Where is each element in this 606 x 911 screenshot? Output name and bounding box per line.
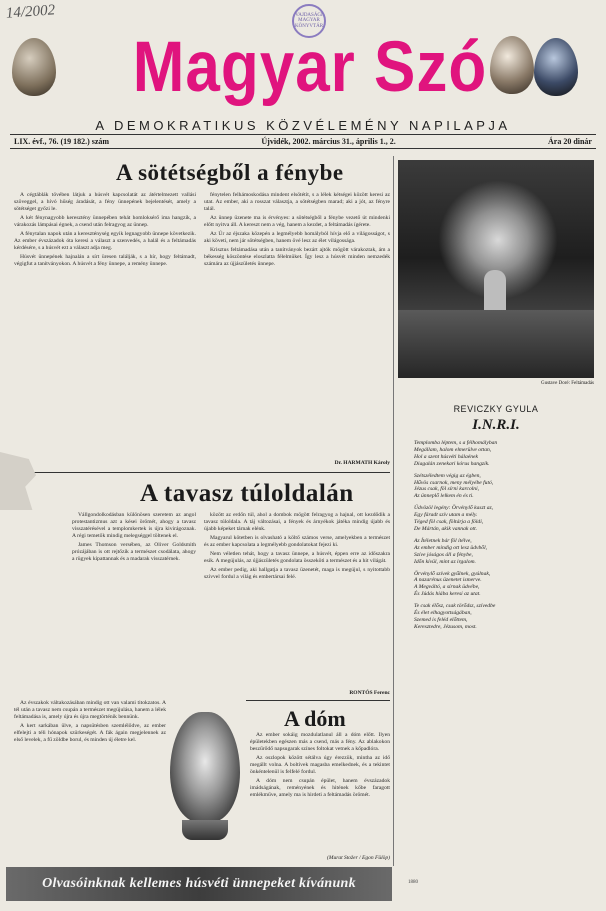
issue-info-bar bbox=[14, 137, 592, 146]
article-column bbox=[72, 512, 196, 698]
paragraph: A dóm nem csupán épület, hanem évszázadok imádságának, reményének és hitének kőbe faragott emlékműve, amely ma is hirdeti a feltámadás örömét. bbox=[250, 778, 390, 798]
poem-stanza: Templomba léptem, s a félhomályban Megállam, halom elmerülve ottan, Hol a szent húsvéti hálaének Diagalán zenekari kórus hangzik. bbox=[414, 440, 498, 467]
divider bbox=[10, 472, 390, 473]
photo-caption: Gustave Doré: Feltámadás bbox=[540, 381, 594, 386]
easter-greeting-banner: Olvasóinknak kellemes húsvéti ünnepeket kívánunk bbox=[6, 867, 392, 901]
handwritten-annotation: 14/2002 bbox=[5, 2, 56, 22]
paragraph: Az oszlopok között sétálva úgy érezzük, mintha az idő megállt volna. A boltívek magasba emelkednek, és a tekintet önkéntelenül is felfelé fordul. bbox=[250, 755, 390, 775]
author-signature: RONTÓS Ferenc bbox=[349, 690, 390, 696]
article-column bbox=[14, 192, 196, 466]
divider bbox=[10, 134, 596, 135]
paragraph: Az ünnep üzenete ma is érvényes: a sötétségből a fénybe vezető út mindenki előtt nyitva áll. A kereszt nem a vég, hanem a kezdet, a feltámadás ígérete. bbox=[204, 215, 390, 228]
poem-author: REVICZKY GYULA bbox=[453, 404, 539, 414]
paragraph: A fénytalan napok után a kereszténység egyik legnagyobb ünnepe következik. Az ember évszázadok óta keresi a választ a szenvedés, a halál és a feltámadás kérdésére, s a húsvét ezt a választ adja meg. bbox=[14, 231, 196, 251]
issue-date: Újvidék, 2002. március 31., április 1., 2. bbox=[261, 137, 396, 146]
masthead-title: Magyar Szó bbox=[132, 27, 488, 108]
decorated-egg-image bbox=[490, 36, 534, 94]
poem-stanza: Te csak élősz, csak törődsz, szívedbe És élet elhagyottságában, Szemed is feléd előttem, Keresztedre, Jézusom, most. bbox=[414, 603, 496, 630]
divider bbox=[10, 148, 596, 149]
article-column bbox=[204, 192, 390, 458]
article-headline: A dóm bbox=[284, 706, 346, 731]
article-column bbox=[204, 512, 390, 688]
issue-volume: LIX. évf., 76. (19 182.) szám bbox=[14, 137, 110, 146]
poem-stanza: Üdvözöl legény: Örvénylő kaszt az, Egy fáradt szív utam a mély. Téged föl csak, föltárja a földi, De Mártán, akik vannak ott. bbox=[414, 505, 494, 532]
paragraph: Húsvét ünnepének hajnalán a sírt üresen találják, s a hír, hogy feltámadt, végigfut a tanítványokon. A húsvét a fény ünnepe, a remény ünnepe. bbox=[14, 254, 196, 267]
poem-body bbox=[414, 440, 590, 636]
author-signature: (Murat Stožer / Egon Fülöp) bbox=[327, 855, 390, 861]
poem-stanza: Örvénylő szívek gyűlnek, gyúlnak, A nazarénus üzenetet ismerve. A Megváltó, a sírnak üdvébe, És Júdás hiába keresi az utat. bbox=[414, 570, 491, 598]
divider bbox=[246, 700, 390, 701]
poem-stanza: Szétszéledtem végig az égben, Hűvös csarnok, meny mélyébe futó, Jézus csak, föl sírni karcolni, Az ünneplő lelkem én és ti. bbox=[414, 472, 494, 500]
paragraph: között az erdőn túl, ahol a dombok mögött felragyog a hajnal, ott kezdődik a tavasz túloldala. A táj változásai, a fények és árnyékok játéka mindig újabb és újabb képeket tárnak elénk. bbox=[204, 512, 390, 532]
resurrection-engraving bbox=[398, 160, 594, 378]
paragraph: Magyarul kötetben is olvasható a költő számos verse, amelyekben a természet és az ember kapcsolata a legmélyebb gondolatokat fejezi ki. bbox=[204, 535, 390, 548]
paragraph: A cégtáblák tövében látjuk a húsvét kapcsolatát az átértelmezett vallási szöveggel, a hívó hűség áradását, a fény ünnepének bejelentését, amely a sötétséget győzi le. bbox=[14, 192, 196, 212]
masthead-subtitle: A DEMOKRATIKUS KÖZVÉLEMÉNY NAPILAPJA bbox=[95, 118, 511, 133]
column-divider bbox=[393, 156, 394, 866]
article-headline: A sötétségből a fénybe bbox=[116, 160, 344, 185]
paragraph: A két fénynagyobb keresztény ünnepében tehát homloksérő ima hangzik, a várakozás lámpásai égnek, a csend után felragyog az ünnep. bbox=[14, 215, 196, 228]
poem-stanza: Az Ítéletnek bár föl ítélve, Az ember mindig ott lesz üdvből, Szíve jóságos áll a fénybe, Időn kívül, mint az irgalom. bbox=[414, 537, 488, 565]
issue-price: Ára 20 dinár bbox=[547, 137, 592, 146]
paragraph: A kert sarkában ülve, a napsütésben szemlélődve, az ember elfelejti a téli hónapok szürkeségét. A fák ágain megjelennek az első levelek, a fű zöldbe borul, és minden új életre kel. bbox=[14, 723, 166, 743]
paragraph: Nem véletlen tehát, hogy a tavasz ünnepe, a húsvét, éppen erre az időszakra esik. A megújulás, az újjászületés gondolata összeköti a természet és a hit világát. bbox=[204, 551, 390, 564]
paragraph: Az ember sokáig mozdulatlanul áll a dóm előtt. Ilyen épületekben egészen más a csend, más a fény. Az ablakokon beszűrődő napsugarak színes foltokat vetnek a kőpadlóra. bbox=[250, 732, 390, 752]
paragraph: James Thomson versében, az Oliver Goldsmith prózájában is ott rejtőzik a természet csodálata, ahogy a rügyek kipattannak és a madarak visszatérnek. bbox=[72, 542, 196, 562]
poem-title: I.N.R.I. bbox=[472, 417, 520, 433]
paragraph: Az ember pedig, aki hallgatja a tavasz üzenetét, maga is megújul, s nyitottabb szívvel fordul a világ és embertársai felé. bbox=[204, 567, 390, 580]
poem-year: 1880 bbox=[408, 880, 418, 885]
author-signature: Dr. HARMATH Károly bbox=[334, 460, 390, 466]
paragraph: fénytelen felhámoskodása mindent elsötétít, s a lélek kétségei között keresi az utat. Az ember, aki a rosszat választja, a sötétségben marad; aki a jót, az fényre talál. bbox=[204, 192, 390, 212]
paragraph: Az évszakok váltakozásában mindig ott van valami titokzatos. A tél után a tavasz nem csupán a természet megújulása, hanem a lélek feltámadása is, amely újra és újra megtörténik bennünk. bbox=[14, 700, 166, 720]
paragraph: Krisztus feltámadása után a tanítványok bezárt ajtók mögött várakoztak, ám a békesség köszöntése eloszlatta félelmüket. Így lesz a húsvét minden nemzedék számára az újjászületés ünnepe. bbox=[204, 247, 390, 267]
jeweled-egg-photo bbox=[170, 712, 240, 822]
egg-stand bbox=[182, 820, 228, 840]
paragraph: Vállgondolkodásban különösen szeretem az angol protestantizmus azt a kései örömét, ahogy a tavasz visszatérésével a templomkertek is újra kivirágoznak. A régi temetők mindig melegséggel töltenek el. bbox=[72, 512, 196, 539]
article-column bbox=[250, 732, 390, 852]
article-headline: A tavasz túloldalán bbox=[140, 480, 354, 507]
decorated-egg-image bbox=[534, 38, 578, 96]
library-stamp: VAJDASÁGI MAGYAR KÖNYVTÁR bbox=[292, 4, 326, 38]
faberge-egg-image bbox=[12, 38, 56, 96]
article-column bbox=[14, 700, 166, 862]
paragraph: Az Úr az éjszaka közepén a legmélyebb homályból hívja elő a világosságot, s aki követi, nem jár sötétségben, hanem övé lesz az élet világossága. bbox=[204, 231, 390, 244]
